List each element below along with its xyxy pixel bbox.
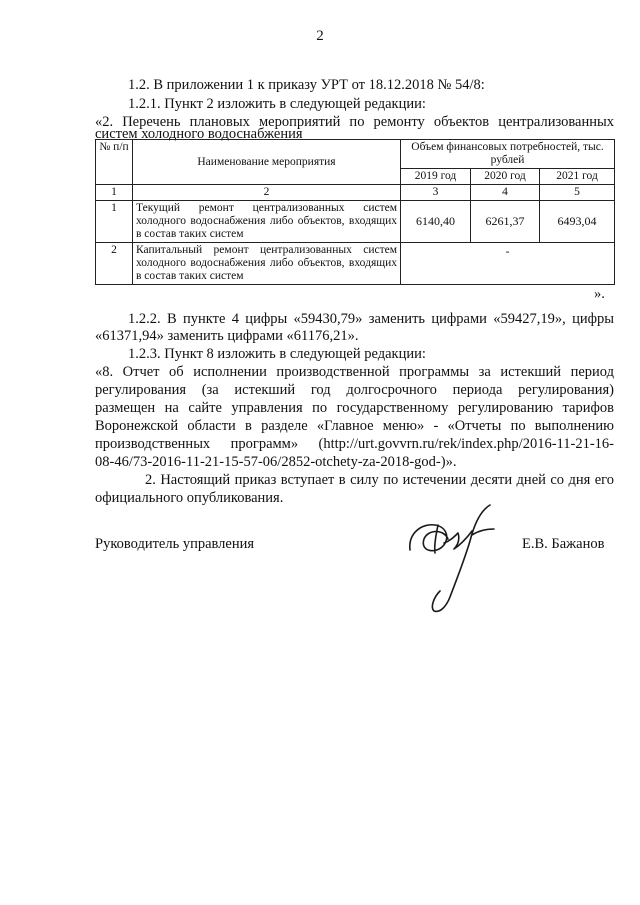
row-name: Капитальный ремонт централизованных систем холодного водоснабжения либо объектов, входящих в состав таких систем <box>133 243 401 285</box>
quote-2-line-2: систем холодного водоснабжения <box>95 126 303 142</box>
close-quote: ». <box>594 286 605 302</box>
item-2-line-2: официального опубликования. <box>95 490 284 506</box>
measures-table <box>95 139 615 285</box>
signer-title: Руководитель управления <box>95 536 255 552</box>
quote-2-line-1: «2. Перечень плановых мероприятий по ремонту объектов централизованных <box>95 114 614 130</box>
header-year-2019: 2019 год <box>401 169 471 185</box>
row-name: Текущий ремонт централизованных систем холодного водоснабжения либо объектов, входящих в состав таких систем <box>133 201 401 243</box>
row-value-2020: 6261,37 <box>471 201 540 243</box>
handwritten-signature <box>400 495 510 620</box>
index-cell: 2 <box>133 185 401 201</box>
p8-line-6: 08-46/73-2016-11-21-15-57-06/2852-otchety-za-2018-god-)». <box>95 454 457 470</box>
p8-line-1: «8. Отчет об исполнении производственной программы за истекший период <box>95 364 614 380</box>
row-value-2021: 6493,04 <box>540 201 615 243</box>
p8-line-4: Воронежской области в разделе «Главное меню» - «Отчеты по выполнению <box>95 418 614 434</box>
index-cell: 4 <box>471 185 540 201</box>
header-name: Наименование мероприятия <box>133 140 401 185</box>
section-1-2: 1.2. В приложении 1 к приказу УРТ от 18.12.2018 № 54/8: <box>128 77 485 93</box>
row-num: 2 <box>96 243 133 285</box>
p8-line-2: регулирования (за истекший год долгосрочного периода регулирования) <box>95 382 614 398</box>
item-2-line-1: 2. Настоящий приказ вступает в силу по истечении десяти дней со дня его <box>145 472 614 488</box>
p8-line-5: производственных программ» (http://urt.govvrn.ru/rek/index.php/2016-11-21-16- <box>95 436 614 452</box>
row-value-2019: 6140,40 <box>401 201 471 243</box>
index-cell: 3 <box>401 185 471 201</box>
index-cell: 5 <box>540 185 615 201</box>
header-num: № п/п <box>96 140 133 185</box>
item-1-2-2-line-2: «61371,94» заменить цифрами «61176,21». <box>95 328 359 344</box>
table-index-row <box>96 185 615 201</box>
p8-line-3: размещен на сайте управления по государственному регулированию тарифов <box>95 400 614 416</box>
page-number: 2 <box>316 28 324 44</box>
header-year-2020: 2020 год <box>471 169 540 185</box>
item-1-2-1: 1.2.1. Пункт 2 изложить в следующей редакции: <box>128 96 426 112</box>
table-row <box>96 201 615 243</box>
header-volume: Объем финансовых потребностей, тыс. рублей <box>401 140 615 169</box>
item-1-2-3: 1.2.3. Пункт 8 изложить в следующей редакции: <box>128 346 426 362</box>
header-year-2021: 2021 год <box>540 169 615 185</box>
signer-name: Е.В. Бажанов <box>522 536 605 552</box>
row-num: 1 <box>96 201 133 243</box>
row-dash: - <box>401 243 615 285</box>
index-cell: 1 <box>96 185 133 201</box>
item-1-2-2-line-1: 1.2.2. В пункте 4 цифры «59430,79» заменить цифрами «59427,19», цифры <box>128 311 614 327</box>
table-row <box>96 243 615 285</box>
table-header-row <box>96 140 615 169</box>
